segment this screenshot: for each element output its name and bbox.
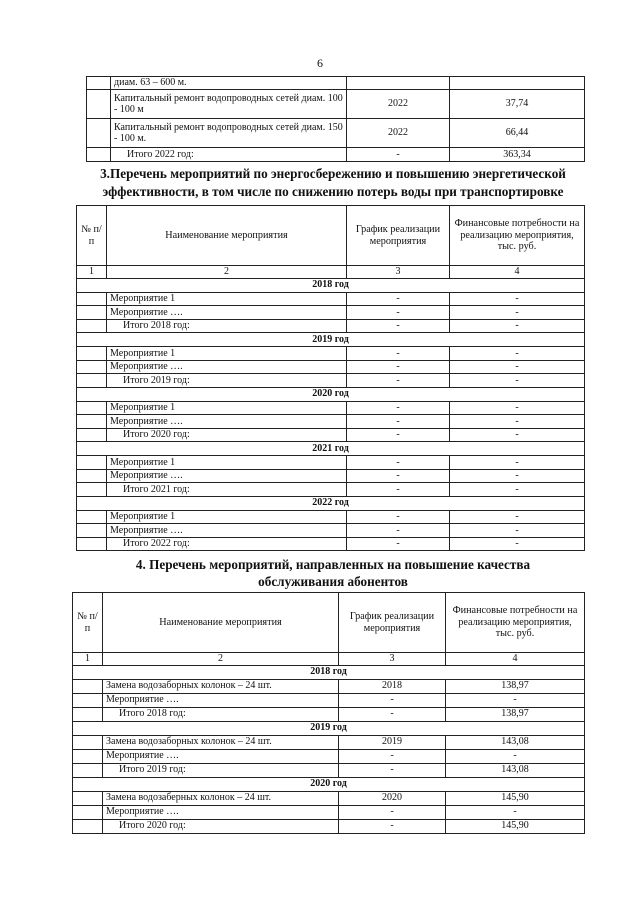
table-row [77, 456, 585, 470]
table-row: Капитальный ремонт водопроводных сетей диам. 150 - 100 м. 2022 66,44 [87, 119, 585, 148]
cell-fin: 145,90 [446, 819, 585, 833]
header-fin: Финансовые потребности на реализацию мероприятия, тыс. руб. [446, 593, 585, 653]
column-numbers-row: 1 2 3 4 [77, 266, 585, 279]
cell-num [77, 510, 107, 524]
table-row [77, 483, 585, 497]
cell-num [77, 524, 107, 538]
cell-num [77, 537, 107, 551]
cell-name: диам. 63 – 600 м. [111, 77, 347, 90]
cell-fin: - [446, 749, 585, 763]
year-row [77, 442, 585, 456]
cell-fin: 138,97 [446, 679, 585, 693]
table-row [73, 707, 585, 721]
cell-graph: - [347, 456, 450, 470]
section4-title-line1: 4. Перечень мероприятий, направленных на повышение качества [135, 557, 531, 572]
section3-title-line2: эффективности, в том числе по снижению потерь воды при транспортировке [102, 184, 564, 199]
year-row [77, 333, 585, 347]
header-num: № п/п [73, 593, 103, 653]
cell-name: Итого 2019 год: [107, 374, 347, 388]
cell-fin: - [446, 693, 585, 707]
cell-graph: - [339, 763, 446, 777]
table-row: Итого 2022 год: - 363,34 [87, 148, 585, 162]
cell-name: Мероприятие …. [107, 415, 347, 429]
cell-graph: - [347, 469, 450, 483]
cell-num [77, 319, 107, 333]
cell-fin: - [450, 456, 585, 470]
year-label: 2018 год [73, 665, 585, 679]
cell-fin: 143,08 [446, 763, 585, 777]
cell-graph: - [347, 360, 450, 374]
cell-graph: - [339, 707, 446, 721]
header-name: Наименование мероприятия [107, 206, 347, 266]
table-row [77, 374, 585, 388]
cell-num [77, 306, 107, 320]
cell-name: Итого 2020 год: [103, 819, 339, 833]
cell-graph: - [347, 524, 450, 538]
cell-num [73, 791, 103, 805]
cell-graph: - [347, 537, 450, 551]
cell-name: Мероприятие 1 [107, 510, 347, 524]
section4-table [72, 592, 585, 834]
cell-graph: - [347, 510, 450, 524]
table-row [77, 537, 585, 551]
table-row [77, 469, 585, 483]
cell-name: Мероприятие 1 [107, 292, 347, 306]
cell-fin: - [450, 415, 585, 429]
table-row [87, 77, 585, 90]
cell-name: Мероприятие …. [103, 805, 339, 819]
year-label: 2018 год [77, 278, 585, 292]
cell-name: Капитальный ремонт водопроводных сетей диам. 150 - 100 м. [111, 119, 347, 148]
header-num: № п/п [77, 206, 107, 266]
table-row [73, 735, 585, 749]
cell-name: Итого 2018 год: [103, 707, 339, 721]
cell-num [77, 483, 107, 497]
cell-num [77, 360, 107, 374]
table-row [73, 791, 585, 805]
header-graph: График реализации мероприятия [347, 206, 450, 266]
cell-name: Замена водозаборных колонок – 24 шт. [103, 679, 339, 693]
header-name: Наименование мероприятия [103, 593, 339, 653]
cell-name: Мероприятие 1 [107, 456, 347, 470]
table-row [73, 693, 585, 707]
cell-name: Мероприятие …. [107, 524, 347, 538]
cell-name: Мероприятие …. [107, 306, 347, 320]
header-fin: Финансовые потребности на реализацию мероприятия, тыс. руб. [450, 206, 585, 266]
cell-num [73, 735, 103, 749]
cell-name: Итого 2022 год: [111, 148, 347, 162]
year-label: 2019 год [77, 333, 585, 347]
cell-fin: - [450, 292, 585, 306]
year-row [73, 721, 585, 735]
cell-num [77, 347, 107, 361]
year-label: 2019 год [73, 721, 585, 735]
cell-num [77, 428, 107, 442]
cell-num [73, 693, 103, 707]
cell-num [77, 469, 107, 483]
cell-name: Капитальный ремонт водопроводных сетей диам. 100 - 100 м [111, 90, 347, 119]
cell-graph: - [347, 483, 450, 497]
cell-graph: - [347, 292, 450, 306]
cell-num [77, 374, 107, 388]
cell-name: Мероприятие …. [103, 749, 339, 763]
cell-num [73, 763, 103, 777]
column-numbers-row: 1 2 3 4 [73, 653, 585, 666]
cell-graph: - [339, 819, 446, 833]
section4-title-line2: обслуживания абонентов [258, 574, 408, 589]
table-row [77, 292, 585, 306]
year-row [73, 777, 585, 791]
page-number: 6 [317, 56, 323, 70]
cell-name: Замена водозаберных колонок – 24 шт. [103, 791, 339, 805]
cell-name: Мероприятие …. [107, 469, 347, 483]
cell-graph: - [347, 306, 450, 320]
cell-name: Итого 2018 год: [107, 319, 347, 333]
cell-fin: - [450, 360, 585, 374]
cell-name: Мероприятие …. [107, 360, 347, 374]
cell-graph: - [347, 347, 450, 361]
table-row [77, 360, 585, 374]
table-row [77, 347, 585, 361]
cell-graph: 2019 [339, 735, 446, 749]
year-label: 2021 год [77, 442, 585, 456]
cell-fin: - [450, 374, 585, 388]
cell-fin: 143,08 [446, 735, 585, 749]
table-row [77, 428, 585, 442]
cell-name: Итого 2020 год: [107, 428, 347, 442]
year-label: 2020 год [77, 387, 585, 401]
cell-num [77, 415, 107, 429]
cell-name: Итого 2019 год: [103, 763, 339, 777]
cell-num [73, 819, 103, 833]
cell-fin: - [450, 347, 585, 361]
year-row [77, 278, 585, 292]
cell-fin: - [450, 469, 585, 483]
cell-graph: - [347, 415, 450, 429]
table-row [73, 819, 585, 833]
top-table [86, 76, 585, 162]
cell-name: Итого 2021 год: [107, 483, 347, 497]
table-row [73, 679, 585, 693]
year-label: 2020 год [73, 777, 585, 791]
table-row [77, 401, 585, 415]
header-row [77, 206, 585, 266]
cell-fin: - [450, 483, 585, 497]
cell-fin: - [450, 319, 585, 333]
cell-name: Итого 2022 год: [107, 537, 347, 551]
cell-fin: - [450, 428, 585, 442]
cell-fin: - [450, 510, 585, 524]
cell-fin: - [450, 537, 585, 551]
cell-num [77, 456, 107, 470]
table-row: Капитальный ремонт водопроводных сетей диам. 100 - 100 м 2022 37,74 [87, 90, 585, 119]
cell-fin: - [450, 524, 585, 538]
header-row [73, 593, 585, 653]
section3-title-line1: 3.Перечень мероприятий по энергосбережению и повышению энергетической [100, 166, 566, 181]
cell-num [73, 805, 103, 819]
year-row [77, 387, 585, 401]
cell-graph: - [347, 428, 450, 442]
cell-name: Мероприятие 1 [107, 347, 347, 361]
cell-fin: 138,97 [446, 707, 585, 721]
year-row [77, 496, 585, 510]
header-graph: График реализации мероприятия [339, 593, 446, 653]
table-row [77, 319, 585, 333]
year-label: 2022 год [77, 496, 585, 510]
cell-fin: - [446, 805, 585, 819]
cell-graph: - [339, 693, 446, 707]
table-row [77, 415, 585, 429]
cell-num [73, 679, 103, 693]
cell-graph: - [339, 805, 446, 819]
cell-fin: - [450, 306, 585, 320]
cell-graph: - [347, 401, 450, 415]
cell-num [73, 707, 103, 721]
cell-graph: - [347, 374, 450, 388]
year-row [73, 665, 585, 679]
table-row [73, 805, 585, 819]
cell-graph: - [339, 749, 446, 763]
cell-num [77, 401, 107, 415]
cell-graph: 2020 [339, 791, 446, 805]
table-row [73, 749, 585, 763]
cell-num [77, 292, 107, 306]
cell-num [73, 749, 103, 763]
section3-table [76, 205, 585, 551]
table-row [73, 763, 585, 777]
cell-name: Мероприятие …. [103, 693, 339, 707]
cell-fin: 145,90 [446, 791, 585, 805]
cell-fin: - [450, 401, 585, 415]
table-row [77, 510, 585, 524]
cell-name: Замена водозаборных колонок – 24 шт. [103, 735, 339, 749]
table-row [77, 524, 585, 538]
table-row [77, 306, 585, 320]
cell-graph: - [347, 319, 450, 333]
cell-graph: 2018 [339, 679, 446, 693]
cell-name: Мероприятие 1 [107, 401, 347, 415]
